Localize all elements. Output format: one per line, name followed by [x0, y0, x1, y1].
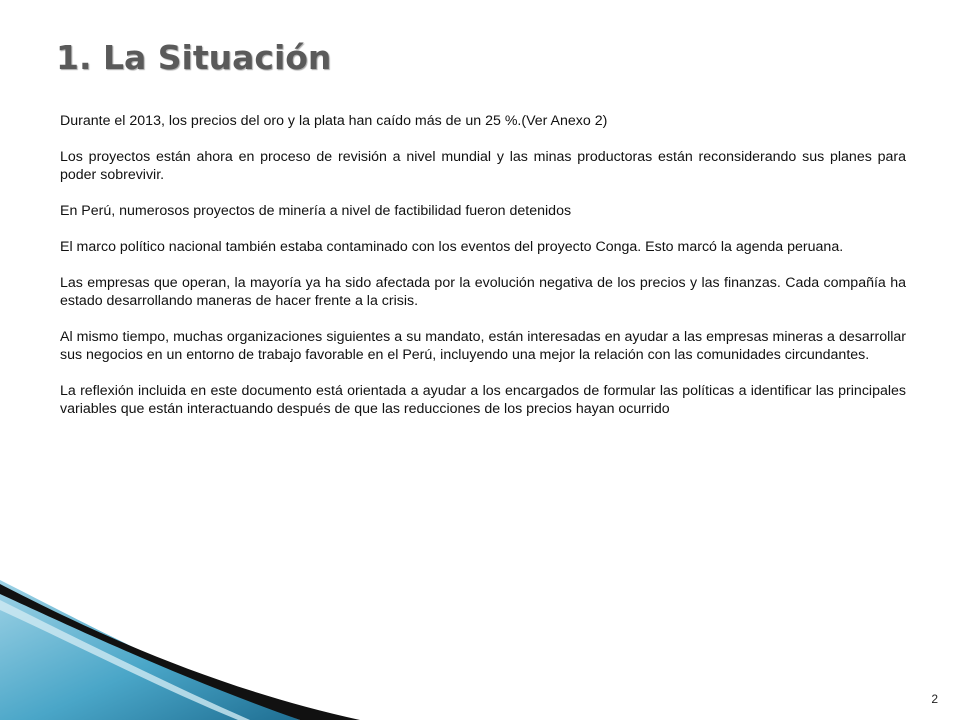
- slide-title: 1. La Situación: [56, 38, 332, 77]
- corner-swoosh-decoration: [0, 580, 380, 720]
- paragraph-2: Los proyectos están ahora en proceso de revisión a nivel mundial y las minas productoras están reconsiderando sus planes para poder sobrevivir.: [60, 149, 906, 183]
- paragraph-1: Durante el 2013, los precios del oro y la plata han caído más de un 25 %.(Ver Anexo 2): [60, 113, 608, 129]
- paragraph-6: Al mismo tiempo, muchas organizaciones siguientes a su mandato, están interesadas en ayudar a las empresas mineras a desarrollar sus negocios en un entorno de trabajo favorable en el Perú, incluyendo una mejor la relación con las comunidades circundantes.: [60, 329, 906, 363]
- paragraph-5: Las empresas que operan, la mayoría ya ha sido afectada por la evolución negativa de los precios y las finanzas. Cada compañía ha estado desarrollando maneras de hacer frente a la crisis.: [60, 275, 906, 309]
- slide-body: [60, 112, 906, 436]
- page-number: 2: [931, 692, 938, 706]
- paragraph-7: La reflexión incluida en este documento está orientada a ayudar a los encargados de formular las políticas a identificar las principales variables que están interactuando después de que las reducciones de los precios hayan ocurrido: [60, 383, 906, 417]
- paragraph-4: El marco político nacional también estaba contaminado con los eventos del proyecto Conga. Esto marcó la agenda peruana.: [60, 239, 844, 255]
- paragraph-3: En Perú, numerosos proyectos de minería a nivel de factibilidad fueron detenidos: [60, 203, 572, 219]
